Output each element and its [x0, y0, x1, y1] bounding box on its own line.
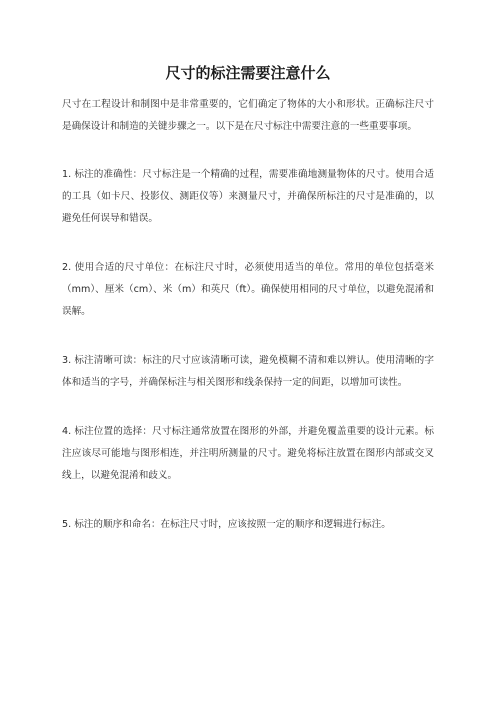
intro-paragraph: 尺寸在工程设计和制图中是非常重要的，它们确定了物体的大小和形状。正确标注尺寸是确保设计和制造的关键步骤之一。以下是在尺寸标注中需要注意的一些重要事项。 [62, 99, 434, 132]
item-paragraph-4: 4. 标注位置的选择：尺寸标注通常放置在图形的外部，并避免覆盖重要的设计元素。标注应该尽可能地与图形相连，并注明所测量的尺寸。避免将标注放置在图形内部或交叉线上，以避免混淆和歧义。 [62, 426, 434, 481]
item-paragraph-2: 2. 使用合适的尺寸单位：在标注尺寸时，必须使用适当的单位。常用的单位包括毫米（mm）、厘米（cm）、米（m）和英尺（ft）。确保使用相同的尺寸单位，以避免混淆和误解。 [62, 262, 434, 317]
item-paragraph-5: 5. 标注的顺序和命名：在标注尺寸时，应该按照一定的顺序和逻辑进行标注。 [62, 519, 391, 530]
document-title: 尺寸的标注需要注意什么 [165, 64, 331, 82]
item-paragraph-3: 3. 标注清晰可读：标注的尺寸应该清晰可读，避免模糊不清和难以辨认。使用清晰的字体和适当的字号，并确保标注与相关图形和线条保持一定的间距，以增加可读性。 [62, 355, 434, 388]
item-paragraph-1: 1. 标注的准确性：尺寸标注是一个精确的过程，需要准确地测量物体的尺寸。使用合适的工具（如卡尺、投影仪、测距仪等）来测量尺寸，并确保所标注的尺寸是准确的，以避免任何误导和错误。 [62, 169, 434, 224]
